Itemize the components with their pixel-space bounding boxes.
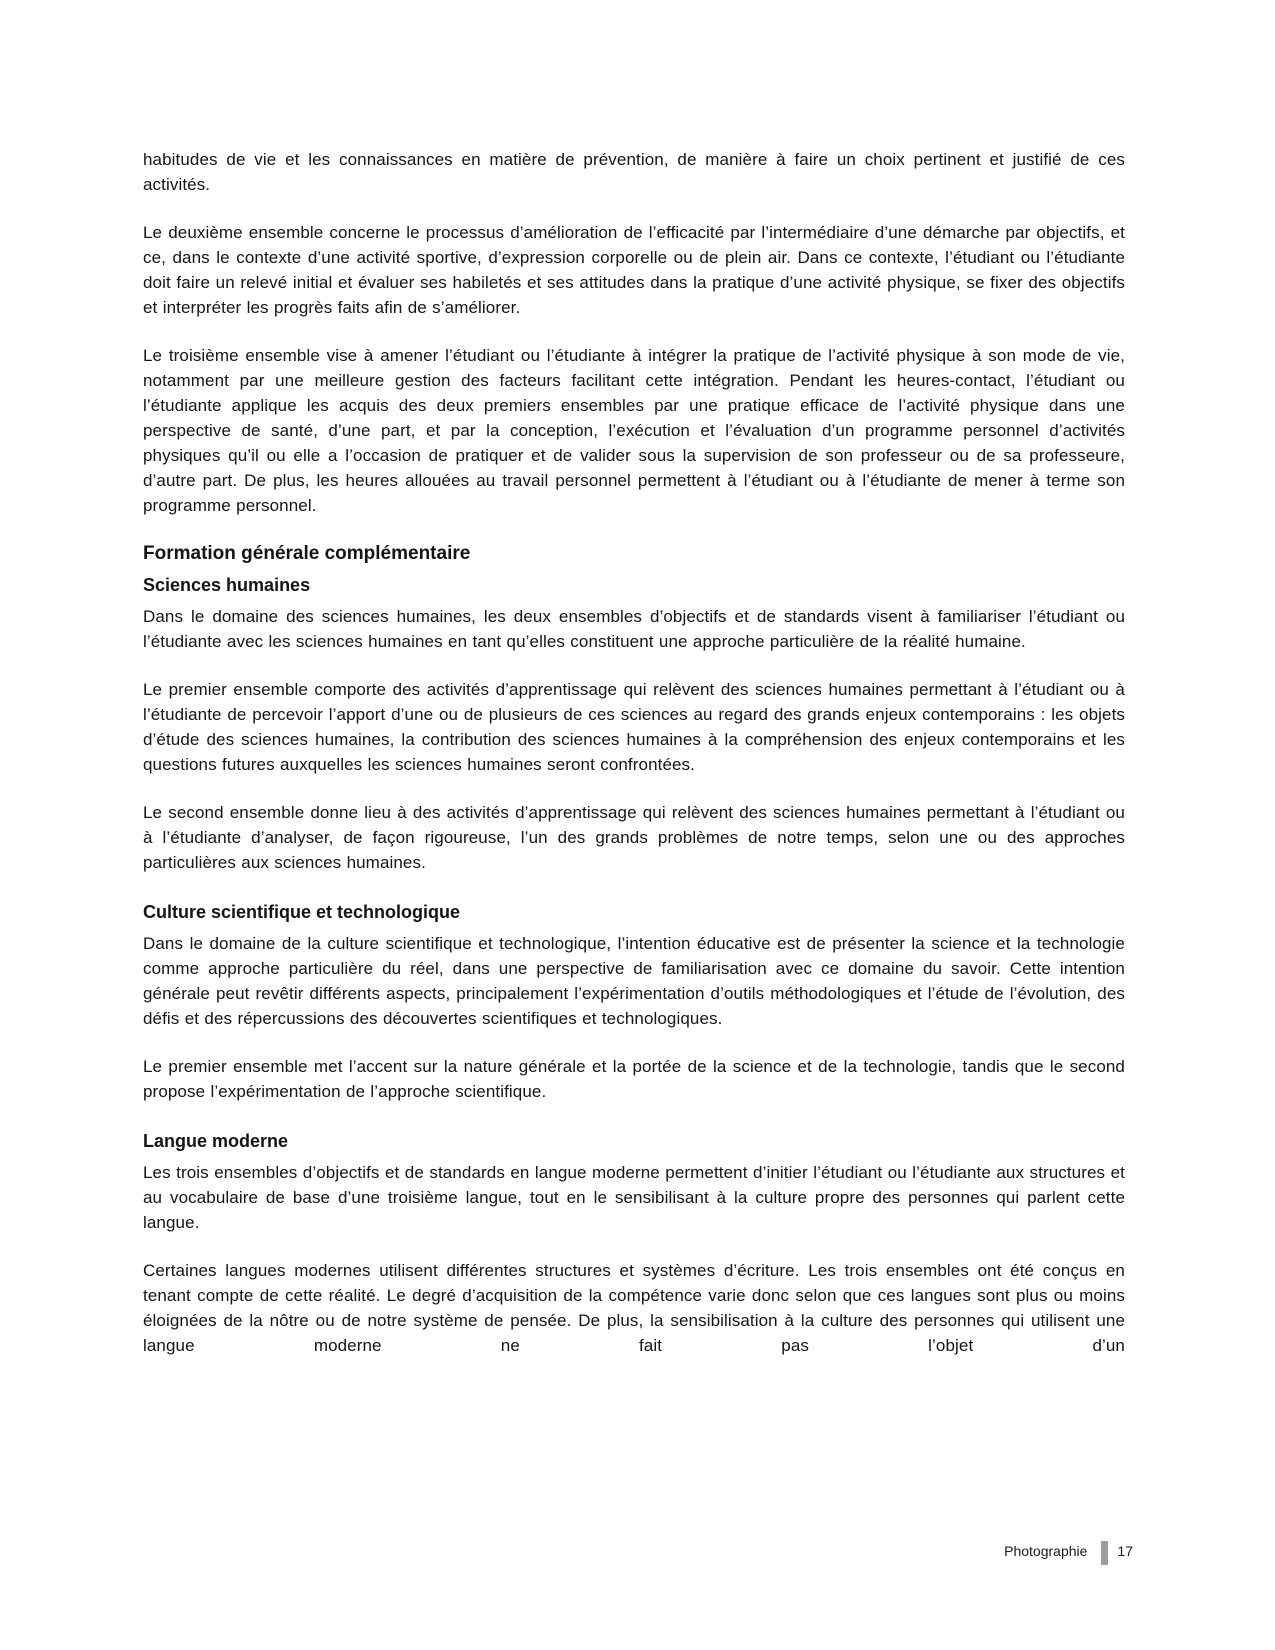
- section-heading-formation-generale-complementaire: Formation générale complémentaire: [143, 543, 471, 564]
- body-paragraph: Le premier ensemble met l’accent sur la nature générale et la portée de la science et de la technologie, tandis que le second propose l’expérimentation de l’approche scientifique.: [143, 1057, 1125, 1101]
- page-content: [143, 147, 1125, 1381]
- body-paragraph: habitudes de vie et les connaissances en matière de prévention, de manière à faire un choix pertinent et justifié de ces activités.: [143, 150, 1125, 194]
- page-footer: [1004, 1543, 1133, 1565]
- subsection-heading-sciences-humaines: Sciences humaines: [143, 575, 311, 595]
- body-paragraph: Les trois ensembles d’objectifs et de standards en langue moderne permettent d’initier l’étudiant ou l’étudiante aux structures et au vocabulaire de base d’une troisième langue, tout en le sensibilisant à la culture propre des personnes qui parlent cette langue.: [143, 1163, 1125, 1232]
- subsection-heading-langue-moderne: Langue moderne: [143, 1131, 289, 1151]
- body-paragraph: Dans le domaine des sciences humaines, les deux ensembles d’objectifs et de standards visent à familiariser l’étudiant ou l’étudiante avec les sciences humaines en tant qu’elles constituent une approche particulière de la réalité humaine.: [143, 607, 1125, 651]
- body-paragraph: Le deuxième ensemble concerne le processus d’amélioration de l’efficacité par l’intermédiaire d’une démarche par objectifs, et ce, dans le contexte d’une activité sportive, d’expression corporelle ou de plein air. Dans ce contexte, l’étudiant ou l’étudiante doit faire un relevé initial et évaluer ses habiletés et ses attitudes dans la pratique d’une activité physique, se fixer des objectifs et interpréter les progrès faits afin de s’améliorer.: [143, 223, 1125, 317]
- body-paragraph: Dans le domaine de la culture scientifique et technologique, l’intention éducative est de présenter la science et la technologie comme approche particulière du réel, dans une perspective de familiarisation avec ce domaine du savoir. Cette intention générale peut revêtir différents aspects, principalement l’expérimentation d’outils méthodologiques et l’étude de l’évolution, des défis et des répercussions des découvertes scientifiques et technologiques.: [143, 934, 1125, 1028]
- footer-section-label: Photographie: [1004, 1543, 1088, 1559]
- footer-divider: [1101, 1541, 1108, 1565]
- body-paragraph: Le premier ensemble comporte des activités d’apprentissage qui relèvent des sciences humaines permettant à l’étudiant ou à l’étudiante de percevoir l’apport d’une ou de plusieurs de ces sciences au regard des grands enjeux contemporains : les objets d’étude des sciences humaines, la contribution des sciences humaines à la compréhension des enjeux contemporains et les questions futures auxquelles les sciences humaines seront confrontées.: [143, 680, 1125, 774]
- footer-page-number: 17: [1117, 1543, 1133, 1559]
- body-paragraph: Le troisième ensemble vise à amener l’étudiant ou l’étudiante à intégrer la pratique de l’activité physique à son mode de vie, notamment par une meilleure gestion des facteurs facilitant cette intégration. Pendant les heures-contact, l’étudiant ou l’étudiante applique les acquis des deux premiers ensembles par une pratique efficace de l’activité physique dans une perspective de santé, d’une part, et par la conception, l’exécution et l’évaluation d’un programme personnel d’activités physiques qu’il ou elle a l’occasion de pratiquer et de valider sous la supervision de son professeur ou de sa professeure, d’autre part. De plus, les heures allouées au travail personnel permettent à l’étudiant ou à l’étudiante de mener à terme son programme personnel.: [143, 346, 1125, 515]
- body-paragraph: Le second ensemble donne lieu à des activités d’apprentissage qui relèvent des sciences humaines permettant à l’étudiant ou à l’étudiante d’analyser, de façon rigoureuse, l’un des grands problèmes de notre temps, selon une ou des approches particulières aux sciences humaines.: [143, 803, 1125, 872]
- body-paragraph: Certaines langues modernes utilisent différentes structures et systèmes d’écriture. Les trois ensembles ont été conçus en tenant compte de cette réalité. Le degré d’acquisition de la compétence varie donc selon que ces langues sont plus ou moins éloignées de la nôtre ou de notre système de pensée. De plus, la sensibilisation à la culture des personnes qui utilisent une langue moderne ne fait pas l’objet d’un: [143, 1261, 1125, 1355]
- subsection-heading-culture-scientifique-et-technologique: Culture scientifique et technologique: [143, 902, 461, 922]
